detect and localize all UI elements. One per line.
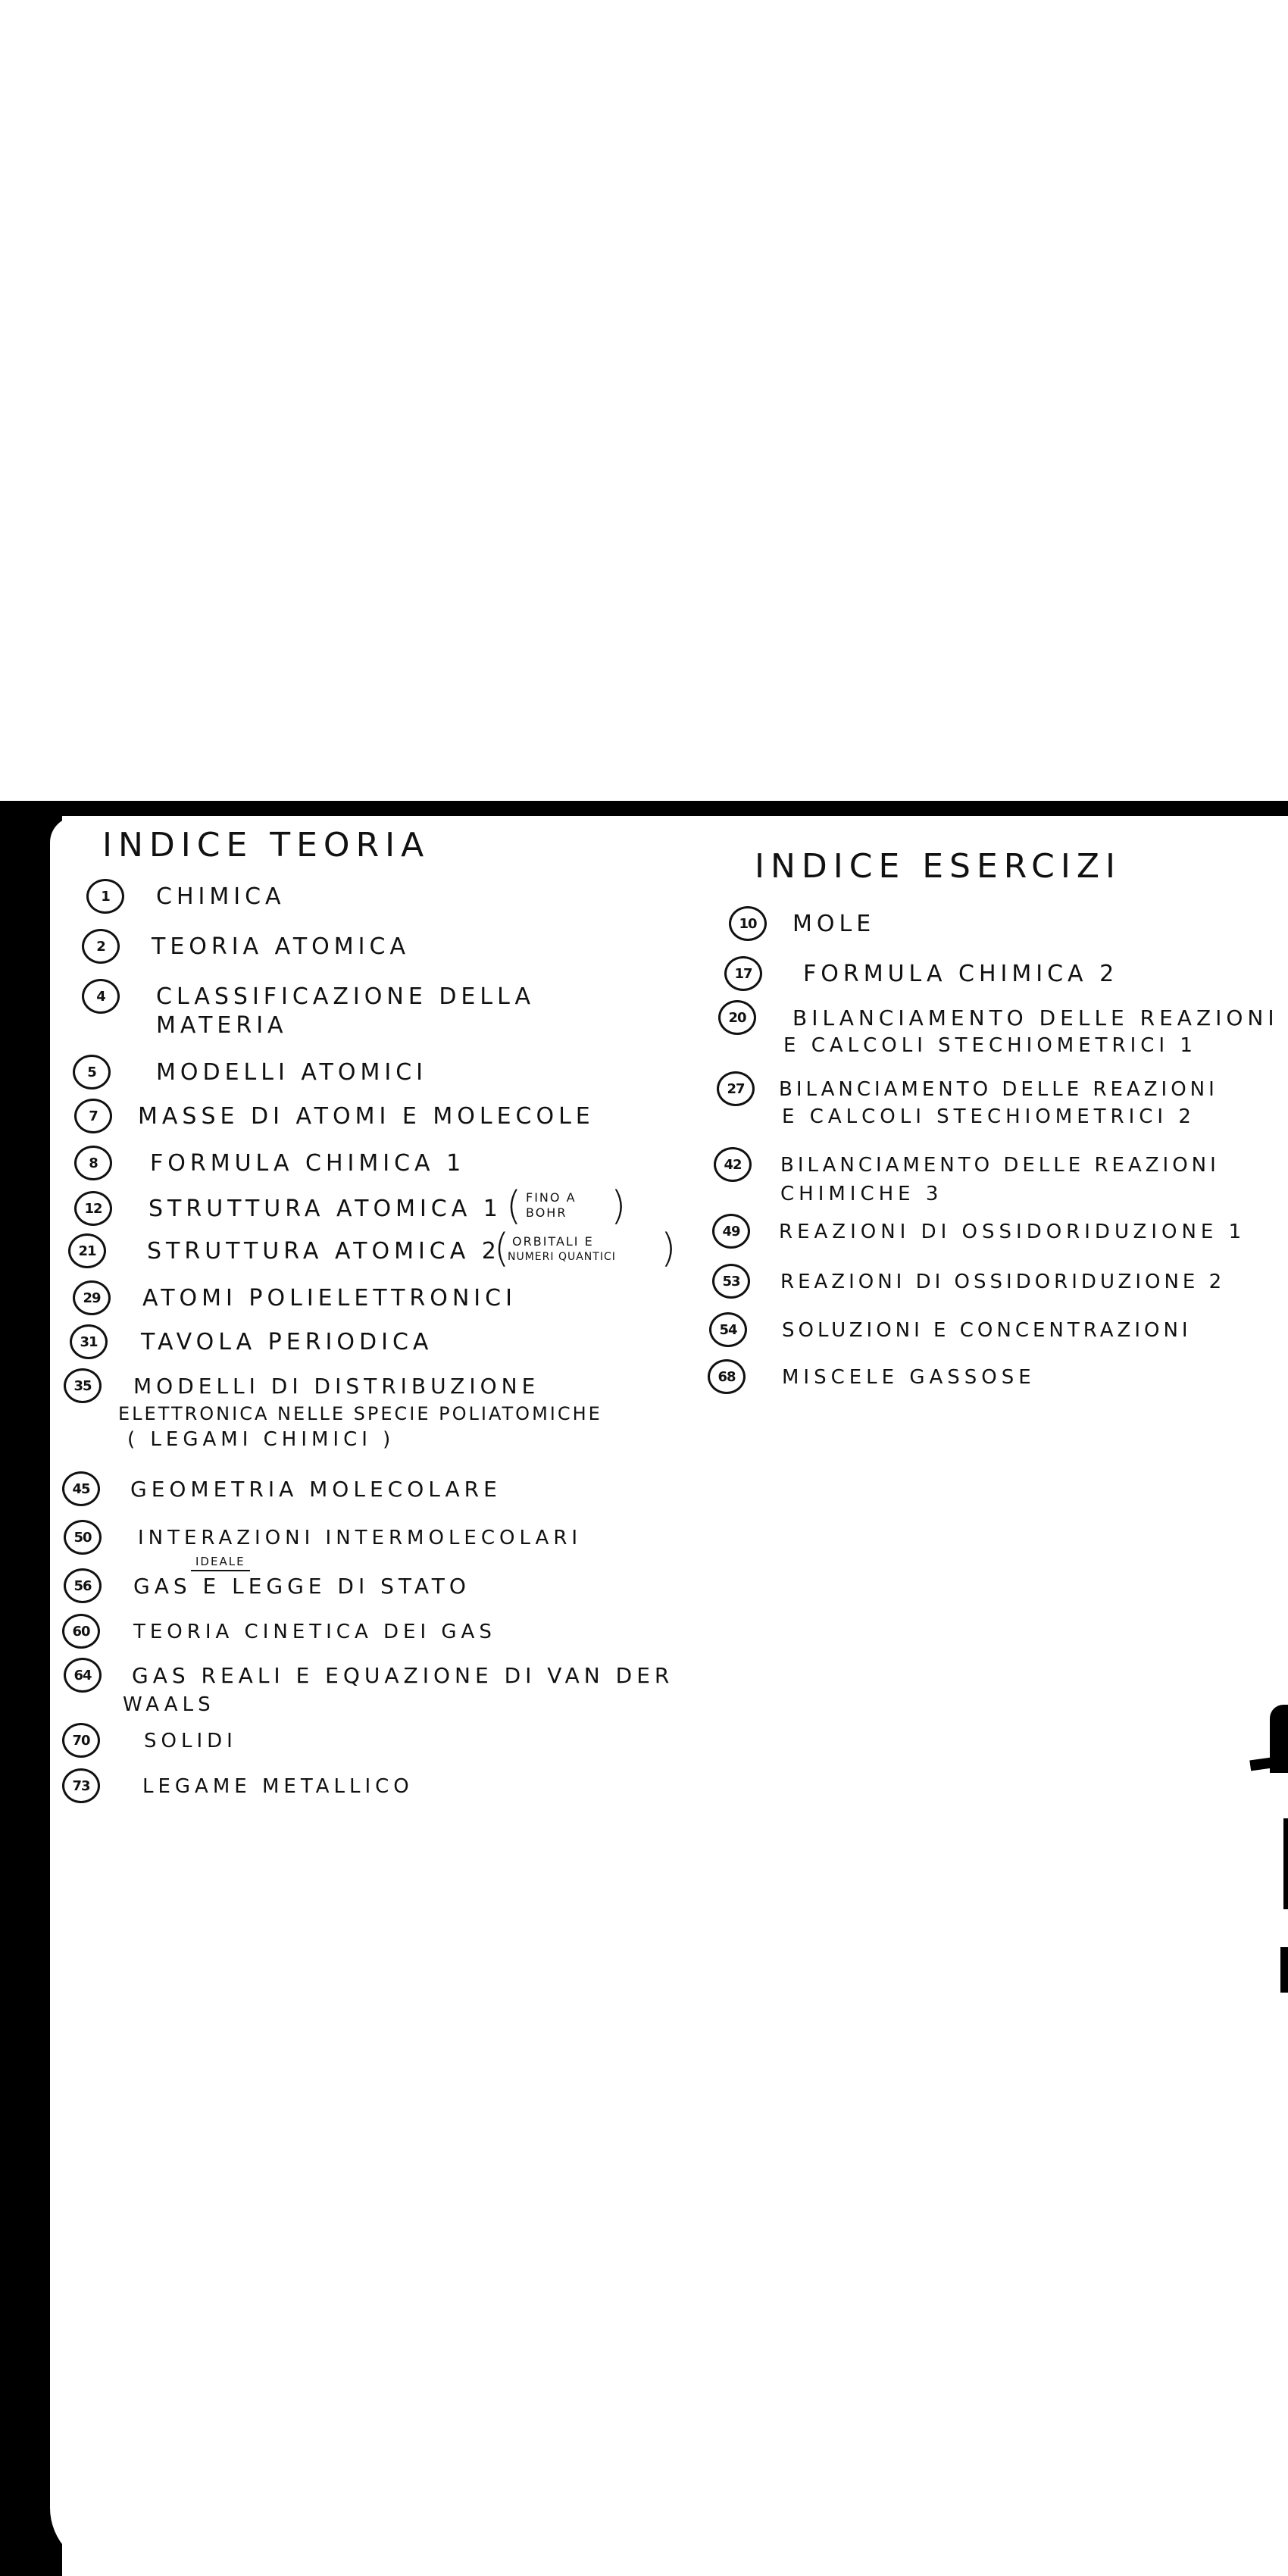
page-number-circle: 20 bbox=[718, 1000, 756, 1035]
entry-title: STRUTTURA ATOMICA 1 bbox=[148, 1196, 502, 1222]
entry-title: MOLE bbox=[792, 911, 876, 937]
entry-title: REAZIONI DI OSSIDORIDUZIONE 2 bbox=[780, 1271, 1226, 1293]
page-number-circle: 17 bbox=[724, 956, 762, 991]
entry-title: GAS REALI E EQUAZIONE DI VAN DER bbox=[132, 1663, 674, 1688]
entry-title: BILANCIAMENTO DELLE REAZIONI bbox=[792, 1005, 1279, 1030]
theory-index-heading: INDICE TEORIA bbox=[102, 826, 430, 864]
page-number-circle: 7 bbox=[74, 1099, 112, 1133]
entry-title: INTERAZIONI INTERMOLECOLARI bbox=[138, 1527, 583, 1549]
entry-title: TEORIA CINETICA DEI GAS bbox=[133, 1621, 496, 1643]
page-number-circle: 73 bbox=[62, 1768, 100, 1803]
entry-title: CLASSIFICAZIONE DELLA bbox=[156, 983, 536, 1010]
page-number-circle: 35 bbox=[64, 1368, 102, 1403]
entry-title: SOLIDI bbox=[144, 1730, 237, 1752]
entry-title-continued: WAALS bbox=[123, 1693, 215, 1716]
scan-edge-mark bbox=[1280, 1947, 1288, 1993]
entry-note: NUMERI QUANTICI bbox=[508, 1251, 616, 1263]
page-number-circle: 21 bbox=[68, 1233, 106, 1268]
bracket-open: ( bbox=[494, 1226, 510, 1271]
entry-note: ORBITALI E bbox=[512, 1234, 594, 1249]
entry-title: SOLUZIONI E CONCENTRAZIONI bbox=[782, 1319, 1192, 1342]
entry-title: FORMULA CHIMICA 1 bbox=[150, 1150, 466, 1177]
entry-title-continued: CHIMICHE 3 bbox=[780, 1183, 943, 1205]
entry-title-continued: ELETTRONICA NELLE SPECIE POLIATOMICHE bbox=[118, 1403, 602, 1424]
page-number-circle: 64 bbox=[64, 1658, 102, 1693]
page-number-circle: 1 bbox=[86, 879, 124, 914]
entry-title: CHIMICA bbox=[156, 883, 286, 910]
bracket-open: ( bbox=[506, 1183, 522, 1229]
entry-title: MASSE DI ATOMI E MOLECOLE bbox=[138, 1103, 595, 1130]
entry-title: REAZIONI DI OSSIDORIDUZIONE 1 bbox=[779, 1221, 1246, 1243]
page-number-circle: 42 bbox=[714, 1147, 752, 1182]
page-number-circle: 54 bbox=[709, 1312, 747, 1347]
scan-edge-mark bbox=[1283, 1818, 1288, 1909]
page-number-circle: 50 bbox=[64, 1520, 102, 1555]
entry-title-continued: E CALCOLI STECHIOMETRICI 2 bbox=[782, 1105, 1196, 1128]
page-number-circle: 27 bbox=[717, 1071, 755, 1106]
page-number-circle: 10 bbox=[729, 906, 767, 941]
bracket-close: ) bbox=[611, 1183, 627, 1229]
page-number-circle: 56 bbox=[64, 1568, 102, 1603]
entry-title-continued: E CALCOLI STECHIOMETRICI 1 bbox=[783, 1034, 1197, 1057]
entry-title: GAS E LEGGE DI STATO bbox=[133, 1574, 470, 1599]
entry-note: FINO A bbox=[526, 1190, 577, 1205]
page-number-circle: 53 bbox=[712, 1264, 750, 1299]
entry-insertion-note: IDEALE bbox=[191, 1555, 250, 1571]
entry-title: MISCELE GASSOSE bbox=[782, 1366, 1036, 1389]
page-number-circle: 49 bbox=[712, 1214, 750, 1249]
entry-title: FORMULA CHIMICA 2 bbox=[803, 961, 1119, 987]
exercises-index-heading: INDICE ESERCIZI bbox=[755, 847, 1121, 886]
entry-title: BILANCIAMENTO DELLE REAZIONI bbox=[779, 1078, 1218, 1101]
entry-title: BILANCIAMENTO DELLE REAZIONI bbox=[780, 1154, 1220, 1177]
page-number-circle: 45 bbox=[62, 1471, 100, 1506]
entry-title: GEOMETRIA MOLECOLARE bbox=[130, 1477, 502, 1502]
page-number-circle: 29 bbox=[73, 1280, 111, 1315]
page-number-circle: 5 bbox=[73, 1055, 111, 1089]
entry-title: MODELLI DI DISTRIBUZIONE bbox=[133, 1374, 540, 1399]
scan-top-border bbox=[0, 801, 1288, 816]
page-number-circle: 31 bbox=[70, 1324, 108, 1359]
page-number-circle: 60 bbox=[62, 1614, 100, 1649]
page-number-circle: 4 bbox=[82, 979, 120, 1014]
entry-title: STRUTTURA ATOMICA 2 bbox=[147, 1238, 501, 1265]
bracket-close: ) bbox=[661, 1226, 677, 1271]
entry-title: LEGAME METALLICO bbox=[142, 1775, 414, 1798]
entry-title: TEORIA ATOMICA bbox=[152, 933, 410, 960]
entry-title: TAVOLA PERIODICA bbox=[141, 1329, 433, 1355]
entry-title-continued: ( LEGAMI CHIMICI ) bbox=[127, 1428, 395, 1451]
entry-note: BOHR bbox=[526, 1205, 567, 1220]
entry-title: ATOMI POLIELETTRONICI bbox=[142, 1285, 517, 1311]
entry-title: MODELLI ATOMICI bbox=[156, 1059, 428, 1086]
page-number-circle: 68 bbox=[708, 1359, 746, 1394]
page-number-circle: 12 bbox=[74, 1191, 112, 1226]
page-number-circle: 70 bbox=[62, 1723, 100, 1758]
page-number-circle: 2 bbox=[82, 929, 120, 964]
page-number-circle: 8 bbox=[74, 1146, 112, 1180]
entry-title-continued: MATERIA bbox=[156, 1012, 288, 1039]
